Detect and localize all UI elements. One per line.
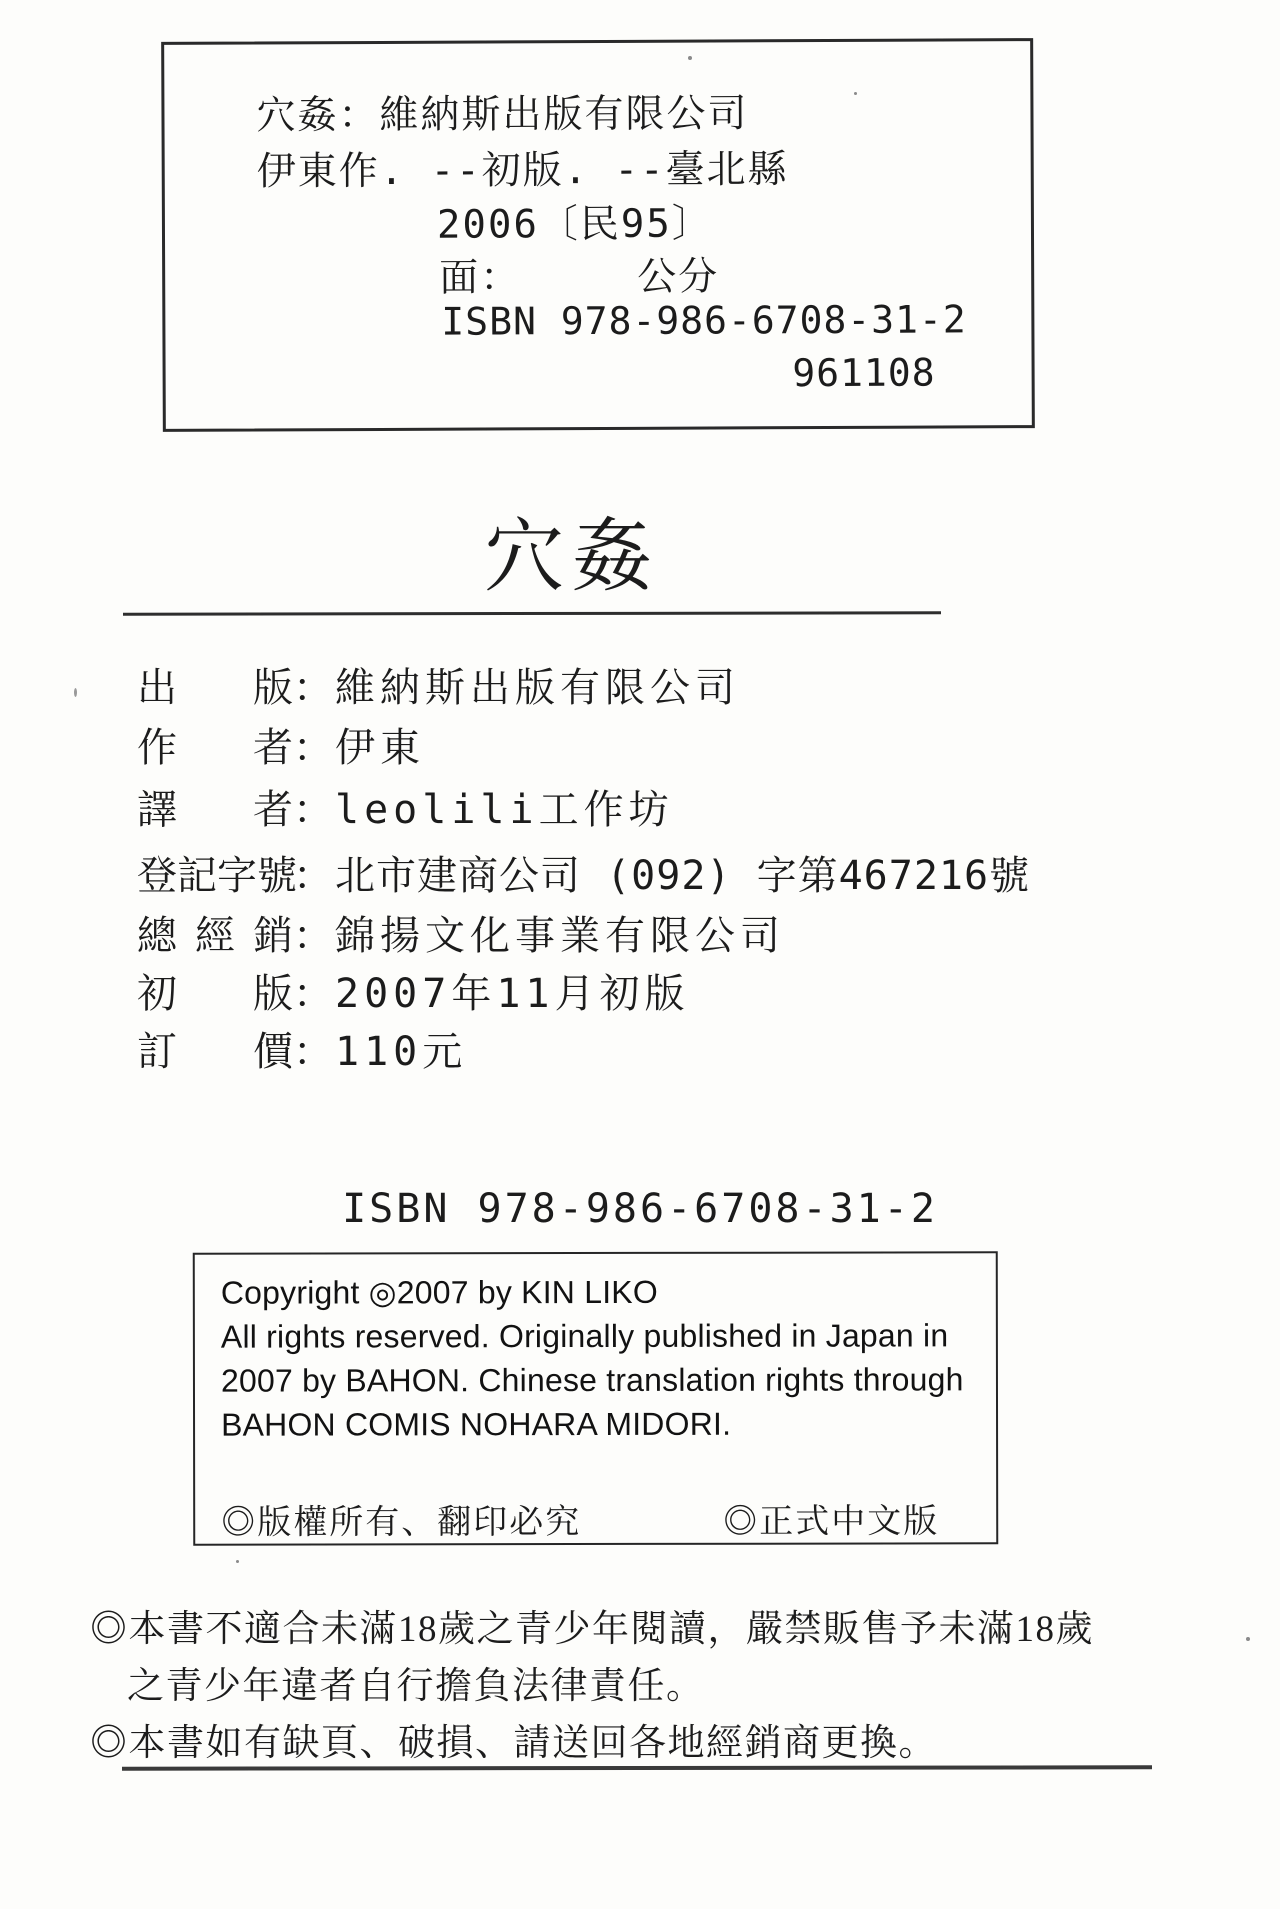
row-label: 初版 <box>137 971 293 1016</box>
colophon-row-distributor <box>137 904 785 961</box>
cip-isbn: ISBN 978-986-6708-31-2 <box>441 297 967 344</box>
row-value: 2007年11月初版 <box>335 971 690 1017</box>
row-label: 訂價 <box>137 1029 293 1074</box>
cip-registration-number: 961108 <box>792 350 936 396</box>
colophon-row-translator <box>137 778 674 835</box>
cip-author-edition: 伊東作. --初版. --臺北縣 <box>256 147 789 195</box>
cip-year: 2006〔民95〕 <box>436 201 713 248</box>
cip-title-publisher: 穴姦：維納斯出版有限公司 <box>256 91 749 139</box>
row-label: 譯者 <box>137 787 293 832</box>
row-value: 維納斯出版有限公司 <box>335 665 740 711</box>
row-label: 出版 <box>137 665 293 710</box>
copyright-line: Copyright ◎2007 by KIN LIKO <box>220 1273 658 1311</box>
row-label: 登記字號 <box>137 853 297 898</box>
cip-pages-label: 面： <box>439 255 522 301</box>
isbn-line: ISBN 978-986-6708-31-2 <box>342 1186 938 1232</box>
row-value: 錦揚文化事業有限公司 <box>335 913 785 959</box>
row-colon: ： <box>293 1029 333 1074</box>
copyright-line: 2007 by BAHON. Chinese translation rights through <box>220 1361 964 1399</box>
row-value: 伊東 <box>335 725 425 771</box>
scan-speck <box>1246 1637 1250 1641</box>
row-colon: ： <box>293 725 333 770</box>
scan-speck <box>74 688 77 697</box>
row-colon: ： <box>293 853 333 898</box>
colophon-row-author <box>137 716 425 773</box>
row-label: 總經銷 <box>137 913 293 958</box>
scan-speck <box>236 1560 239 1563</box>
rights-reserved-notice: ◎版權所有、翻印必究 <box>221 1504 582 1542</box>
copyright-line: All rights reserved. Originally published in Japan in <box>220 1317 949 1355</box>
row-value: 北市建商公司 (092) 字第467216號 <box>335 853 1031 899</box>
copyright-english-block <box>221 1269 981 1446</box>
row-label: 作者 <box>137 725 293 770</box>
bottom-divider <box>122 1765 1152 1770</box>
cip-box <box>161 38 1035 432</box>
colophon-row-price <box>137 1020 467 1077</box>
returns-notice: ◎本書如有缺頁、破損、請送回各地經銷商更換。 <box>90 1723 937 1764</box>
scan-speck <box>854 92 857 95</box>
title-divider <box>123 611 941 615</box>
row-value: leolili工作坊 <box>335 787 674 833</box>
colophon-row-registration <box>137 844 1030 901</box>
row-colon: ： <box>293 787 333 832</box>
age-restriction-line-1: ◎本書不適合未滿18歲之青少年閱讀，嚴禁販售予未滿18歲 <box>90 1609 1094 1650</box>
row-colon: ： <box>293 665 333 710</box>
row-value: 110元 <box>335 1029 468 1075</box>
colophon-row-publisher <box>137 656 740 713</box>
age-restriction-line-2: 之青少年違者自行擔負法律責任。 <box>127 1666 705 1707</box>
scan-speck <box>688 56 692 60</box>
copyright-box <box>193 1251 999 1545</box>
colophon-row-edition <box>137 962 690 1019</box>
row-colon: ： <box>293 971 333 1016</box>
official-chinese-edition-notice: ◎正式中文版 <box>723 1503 940 1541</box>
row-colon: ： <box>293 913 333 958</box>
copyright-line: BAHON COMIS NOHARA MIDORI. <box>221 1405 732 1443</box>
cip-cm-label: 公分 <box>637 254 720 300</box>
page-title: 穴姦 <box>484 514 660 602</box>
